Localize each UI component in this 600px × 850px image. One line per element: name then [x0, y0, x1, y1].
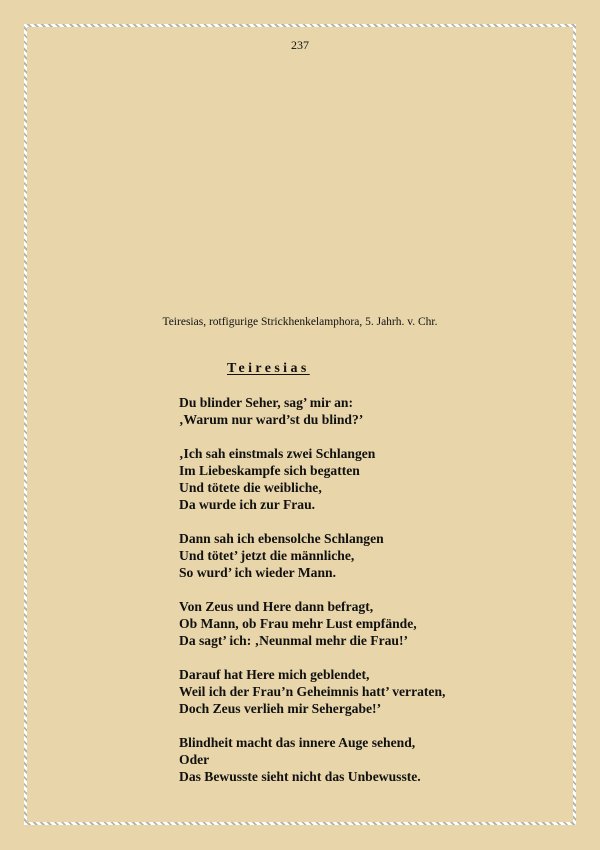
poem-line: ‚Warum nur ward’st du blind?’ — [179, 412, 364, 427]
stanza — [179, 666, 445, 717]
image-caption: Teiresias, rotfigurige Strickhenkelamphora, 5. Jahrh. v. Chr. — [162, 316, 438, 328]
poem-line: Und tötet’ jetzt die männliche, — [179, 548, 355, 563]
poem-line: Da sagt’ ich: ‚Neunmal mehr die Frau!’ — [179, 633, 409, 648]
poem-line: Und tötete die weibliche, — [179, 480, 322, 495]
stanza — [179, 445, 445, 513]
poem-line: Im Liebeskampfe sich begatten — [179, 463, 360, 478]
poem-line: Dann sah ich ebensolche Schlangen — [179, 531, 384, 546]
stanza — [179, 734, 445, 785]
stanza — [179, 530, 445, 581]
poem-line: Doch Zeus verlieh mir Sehergabe!’ — [179, 701, 382, 716]
page-number: 237 — [291, 38, 309, 52]
poem-line: Blindheit macht das innere Auge sehend, — [179, 735, 416, 750]
poem-line: ‚Ich sah einstmals zwei Schlangen — [179, 446, 376, 461]
poem-line: Da wurde ich zur Frau. — [179, 497, 316, 512]
poem-title: Teiresias — [227, 361, 310, 376]
poem-line: So wurd’ ich wieder Mann. — [179, 565, 336, 580]
poem-line: Ob Mann, ob Frau mehr Lust empfände, — [179, 616, 417, 631]
poem — [179, 394, 445, 785]
poem-line: Von Zeus und Here dann befragt, — [179, 599, 374, 614]
stanza — [179, 598, 445, 649]
poem-line: Darauf hat Here mich geblendet, — [179, 667, 370, 682]
poem-line: Oder — [179, 752, 210, 767]
poem-line: Das Bewusste sieht nicht das Unbewusste. — [179, 769, 421, 784]
poem-line: Du blinder Seher, sag’ mir an: — [179, 395, 353, 410]
stanza — [179, 394, 445, 428]
poem-line: Weil ich der Frau’n Geheimnis hatt’ verraten, — [179, 684, 446, 699]
